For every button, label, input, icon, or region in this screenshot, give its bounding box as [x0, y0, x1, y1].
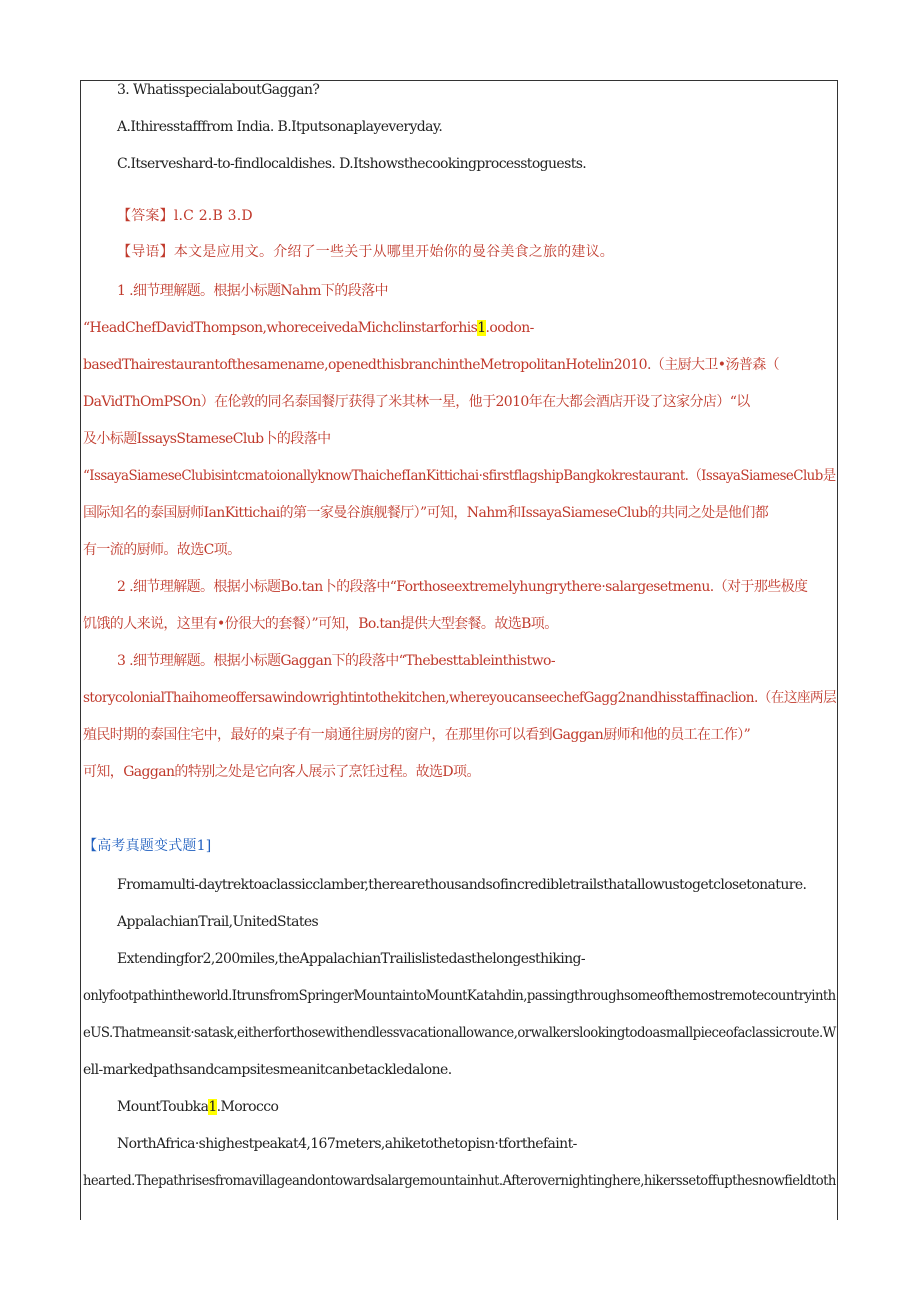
section-title: 【高考真题变式题1] [83, 838, 212, 854]
guide-text: 本文是应用文。介绍了一些关于从哪里开始你的曼谷美食之旅的建议。 [173, 244, 615, 260]
analysis-line-10: 饥饿的人来说，这里有•份很大的套餐）”可知，Bo.tan提供大型套餐。故选B项。 [83, 616, 558, 632]
analysis-line-3: basedThairestaurantofthesamename,openedthisbranchintheMetropolitanHotelin2010.（主厨大卫•汤普森（ [83, 357, 780, 373]
passage-line-6: ell-markedpathsandcampsitesmeanitcanbetackledalone. [83, 1062, 452, 1078]
question-3-options-cd: C.Itserveshard-to-findlocaldishes. D.Itshowsthecookingprocesstoguests. [117, 156, 587, 172]
passage-line-3: Extendingfor2,200miles,theAppalachianTrailislistedasthelongesthiking- [117, 951, 586, 967]
passage-line-4: onlyfootpathintheworld.ItrunsfromSpringerMountaintoMountKatahdin,passingthroughsomeofthemostremotecountryinth [83, 988, 836, 1004]
question-3-options-ab: A.Ithiresstafffrom India. B.Itputsonaplayeveryday. [117, 119, 443, 135]
analysis-line-14: 可知，Gaggan的特别之处是它向客人展示了烹饪过程。故选D项。 [83, 764, 480, 780]
analysis-line-2: “HeadChefDavidThompson,whoreceivedaMichclinstarforhis1.oodon- [83, 320, 534, 336]
analysis-line-13: 殖民时期的泰国住宅中，最好的桌子有一扇通往厨房的窗户，在那里你可以看到Gaggan厨师和他的员工在工作）” [83, 727, 751, 743]
analysis-line-7: 国际知名的泰国厨师IanKittichai的第一家曼谷旗舰餐厅）”可知，Nahm和IssayaSiameseClub的共同之处是他们都 [83, 505, 769, 521]
highlight-mark: 1 [208, 1099, 217, 1115]
analysis-line-8: 有一流的厨师。故选C项。 [83, 542, 241, 558]
answer-line [117, 206, 253, 226]
analysis-line-1: 1 .细节理解题。根据小标题Nahm下的段落中 [117, 283, 388, 299]
passage-line-9: hearted.Thepathrisesfromavillageandontowardsalargemountainhut.Afterovernightinghere,hikerssetoffupthesnowfieldtoth [83, 1173, 836, 1189]
analysis-line-11: 3 .细节理解题。根据小标题Gaggan下的段落中“Thebesttableinthistwo- [117, 653, 555, 669]
analysis-line-9: 2 .细节理解题。根据小标题Bo.tan卜的段落中“Forthoseextremelyhungrythere·salargesetmenu.（对于那些极度 [117, 579, 808, 595]
guide-line [117, 242, 614, 262]
answer-label: 【答案】 [117, 208, 174, 224]
analysis-line-5: 及小标题IssaysStameseClub卜的段落中 [83, 431, 331, 447]
passage-line-1: Fromamulti-daytrektoaclassicclamber,therearethousandsofincredibletrailsthatallowustogetclosetonature. [117, 877, 807, 893]
analysis-line-12: storycolonialThaihomeoffersawindowrightintothekitchen,whereyoucanseechefGagg2nandhisstaffinaclion.（在这座两层 [83, 690, 837, 706]
passage-heading-appalachian: AppalachianTrail,UnitedStates [117, 914, 319, 930]
highlight-mark: 1 [477, 320, 486, 336]
analysis-line-4: DaVidThOmPSOn）在伦敦的同名泰国餐厅获得了米其林一星，他于2010年在大都会酒店开设了这家分店）“以 [83, 394, 750, 410]
passage-line-8: NorthAfrica·shighestpeakat4,167meters,ahiketothetopisn·tforthefaint- [117, 1136, 577, 1152]
analysis-line-6: “IssayaSiameseClubisintcmatoionallyknowThaichefIanKittichai·sfirstflagshipBangkokrestaurant.（IssayaSiameseClub是 [83, 468, 836, 484]
guide-label: 【导语】 [117, 244, 174, 260]
passage-heading-toubkal: MountToubka1.Morocco [117, 1099, 279, 1115]
answer-text: l.C 2.B 3.D [173, 208, 253, 224]
question-3-stem: 3. WhatisspecialaboutGaggan? [117, 82, 320, 98]
passage-line-5: eUS.Thatmeansit·satask,eitherforthosewithendlessvacationallowance,orwalkerslookingtodoasmallpieceofaclassicroute.W [83, 1025, 836, 1041]
